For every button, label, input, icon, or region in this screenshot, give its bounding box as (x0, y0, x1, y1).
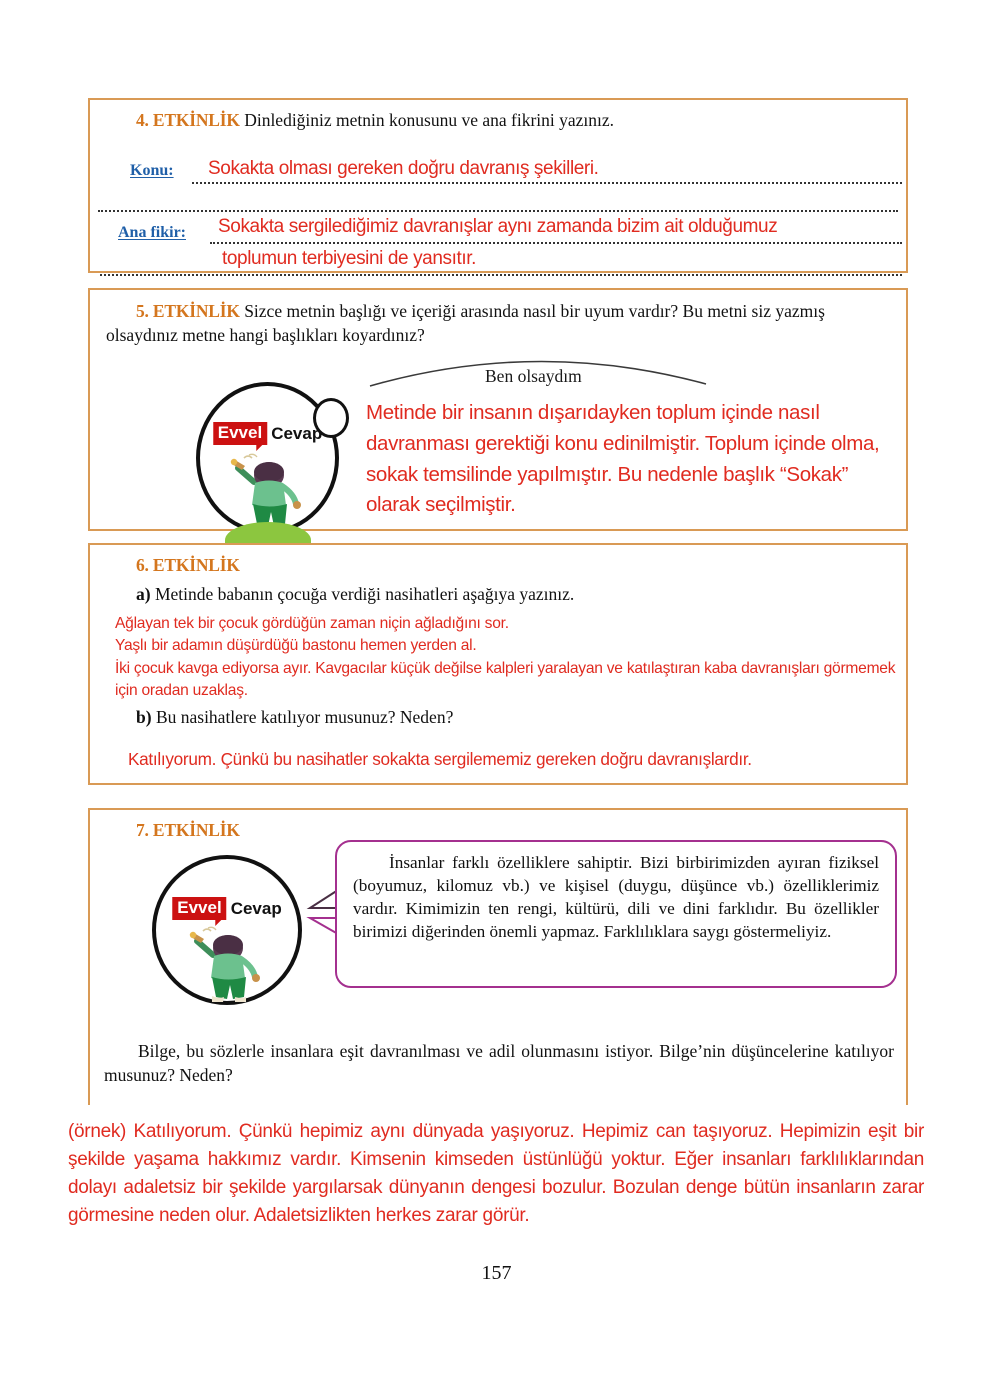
activity-4-prompt: Dinlediğiniz metnin konusunu ve ana fikrini yazınız. (244, 110, 615, 130)
activity-6-part-a (106, 584, 896, 605)
part-a-prompt: Metinde babanın çocuğa verdiği nasihatleri aşağıya yazınız. (154, 584, 575, 604)
mascot-boy-icon (181, 925, 273, 1003)
activity-5-heading (106, 300, 896, 347)
ana-fikir-answer-line2: toplumun terbiyesini de yansıtır. (222, 248, 476, 269)
activity-4-label: 4. ETKİNLİK (136, 110, 240, 130)
activity-4-heading (136, 110, 614, 131)
emblem-evvel-label: Evvel (172, 897, 226, 920)
part-b-marker: b) (136, 707, 152, 727)
activity-6-heading (136, 555, 240, 576)
emblem-cevap-label: Cevap (230, 898, 282, 918)
ana-fikir-dotted-line-1 (210, 242, 902, 244)
ben-olsaydim-label: Ben olsaydım (485, 366, 582, 386)
activity-5-label: 5. ETKİNLİK (136, 301, 240, 321)
separator-dotted-line (98, 210, 898, 212)
konu-answer: Sokakta olması gereken doğru davranış şekilleri. (208, 158, 599, 179)
emblem-evvel-label: Evvel (213, 422, 267, 445)
activity-7-final-answer: (örnek) Katılıyorum. Çünkü hepimiz aynı dünyada yaşıyoruz. Hepimiz can taşıyoruz. Hepimizin eşit bir şekilde yaşama hakkımız vardır. Kimsenin kimseden üstünlüğü yoktur. Eğer insanları farklılıklarından dolayı adaletsiz bir şekilde yargılarsak dünyanın dengesi bozulur. Bozulan denge bütün insanların zarar görmesine neden olur. Adaletsizlikten herkes zarar görür. (68, 1121, 924, 1226)
emblem-wordmark-5 (213, 422, 322, 445)
evvel-cevap-emblem-5 (196, 382, 339, 534)
activity-6-part-b (106, 707, 896, 728)
mascot-boy-icon (222, 452, 314, 530)
activity-7-closing-question: Bilge, bu sözlerle insanlara eşit davranılması ve adil olunmasını istiyor. Bilge’nin düşüncelerine katılıyor musunuz? Neden? (104, 1041, 894, 1085)
activity-5-prompt: Sizce metnin başlığı ve içeriği arasında nasıl bir uyum vardır? Bu metni siz yazmış olsaydınız metne hangi başlıkları koyardınız? (106, 301, 825, 345)
activity-5-answer: Metinde bir insanın dışarıdayken toplum içinde nasıl davranması gerektiği konu edinilmiştir. Toplum içinde olma, sokak temsilinde yapılmıştır. Bu nedenle başlık “Sokak” olarak seçilmiştir. (366, 401, 880, 517)
activity-7-label: 7. ETKİNLİK (136, 820, 240, 840)
activity-6-answer: Katılıyorum. Çünkü bu nasihatler sokakta sergilememiz gereken doğru davranışlardır. (128, 749, 752, 769)
emblem-cevap-label: Cevap (271, 423, 323, 443)
ana-fikir-answer-line1: Sokakta sergilediğimiz davranışlar aynı zamanda bizim ait olduğumuz (218, 216, 778, 237)
activity-7-bubble-text: İnsanlar farklı özelliklere sahiptir. Bizi birbirimizden ayıran fiziksel (boyumuz, kilomuz vb.) ve kişisel (duygu, düşünce vb.) özelliklerimiz vardır. Kimimizin ten rengi, kültürü, dili ve dini farklıdır. Bu özellikler birimizi diğerinden önemli yapmaz. Farklılıklara saygı göstermeliyiz. (353, 853, 879, 941)
activity-4-box (88, 98, 908, 273)
part-b-prompt: Bu nasihatlere katılıyor musunuz? Neden? (155, 707, 454, 727)
ana-fikir-dotted-line-2 (100, 274, 902, 276)
speech-bubble-tail (288, 888, 340, 936)
activity-7-heading (136, 820, 240, 841)
evvel-cevap-emblem-7 (152, 855, 302, 1005)
konu-label: Konu: (130, 162, 174, 179)
advice-item: Ağlayan tek bir çocuk gördüğün zaman niçin ağladığını sor. (115, 615, 509, 632)
activity-7-speech-bubble (335, 840, 897, 988)
page-number: 157 (481, 1262, 512, 1284)
emblem-wordmark-7 (172, 897, 281, 920)
part-a-marker: a) (136, 584, 151, 604)
ana-fikir-label: Ana fikir: (118, 224, 186, 241)
activity-6-label: 6. ETKİNLİK (136, 555, 240, 575)
konu-dotted-line (192, 182, 902, 184)
advice-item: Yaşlı bir adamın düşürdüğü bastonu hemen yerden al. (115, 637, 477, 655)
advice-item: İki çocuk kavga ediyorsa ayır. Kavgacılar küçük değilse kalpleri yaralayan ve katılaştıran kaba davranışları görmemek için oradan uzaklaş. (115, 659, 896, 699)
activity-6-advice-list (115, 613, 900, 702)
activity-6-box (88, 543, 908, 785)
